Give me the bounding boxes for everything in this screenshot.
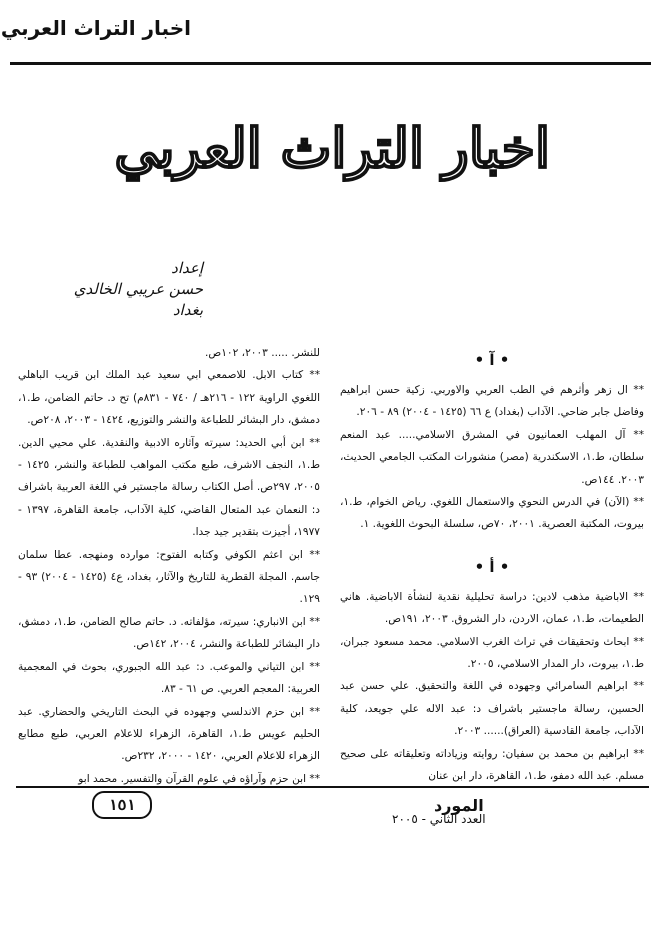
header-rule (10, 62, 651, 65)
bibliography-entry: ** آل المهلب العمانيون في المشرق الاسلامي..... عبد المنعم سلطان، ط.١، الاسكندرية (مصر) منشورات المكتب الجامعي الحديث، ٢٠٠٣. ١٤٤ص. (340, 428, 644, 486)
footer-rule (16, 786, 649, 788)
left-column (18, 342, 320, 790)
bibliography-entry: ** ابن حزم وآراؤه في علوم القرآن والتفسير. محمد ابو (78, 772, 320, 785)
bibliography-entry: ** ابراهيم السامرائي وجهوده في اللغة والتحقيق. علي حسن عبد الحسين، رسالة ماجستير باشراف د: عبد الاله علي جويعد، كلية الآداب، جامعة القادسية (العراق)...... ٢٠٠٣. (340, 680, 644, 738)
bibliography-entry: ** ابن اعثم الكوفي وكتابه الفتوح: موارده ومنهجه. عطا سلمان جاسم. المجلة القطرية للتاريخ والآثار، بغداد، ع٤ (١٤٢٥ - ٢٠٠٤) ٩٣ - ١٢٩. (18, 548, 320, 606)
bibliography-entry: للنشر. ..... ٢٠٠٣، ١٠٢ص. (205, 347, 320, 359)
bibliography-entry: ** ابحاث وتحقيقات في تراث الغرب الاسلامي. محمد مسعود جبران، ط.١، بيروت، دار المدار الاسلامي، ٢٠٠٥. (340, 635, 644, 671)
author-name: حسن عريبي الخالدي (73, 280, 203, 298)
right-column (340, 343, 644, 788)
page-number: ١٥١ (92, 791, 152, 819)
bibliography-entry: ** ابن حزم الاندلسي وجهوده في البحث التاريخي والحضاري. عبد الحليم عويس ط.١، القاهرة، الزهراء للاعلام العربي، طبع مطابع الزهراء للاعلام العربي، ١٤٢٠ - ٢٠٠٠، ٢٣٢ص. (18, 705, 320, 763)
byline (74, 258, 203, 321)
page-title: اخبار التراث العربي (114, 116, 550, 180)
bibliography-entry: ** (الآن) في الدرس النحوي والاستعمال اللغوي. رياض الخوام، ط.١، بيروت، المكتبة العصرية. ٢٠٠١، ٧٠ص، سلسلة البحوث اللغوية. ١. (340, 496, 644, 531)
bibliography-entry: ** ابن التياني والموعب. د: عبد الله الجبوري، بحوث في المعجمية العربية: المعجم العربي. ص ٦١ - ٨٣. (18, 660, 320, 696)
journal-name: المورد (434, 796, 484, 815)
bibliography-entry: ** ابن أبي الحديد: سيرته وآثاره الادبية والنقدية. علي محيي الدين. ط.١، النجف الاشرف، طبع مكتب المواهب للطباعة والنشر، ١٤٢٥ - ٢٠٠٥، ٢٩٧ص. أصل الكتاب رسالة ماجستير في اللغة العربية باشراف د: النعمان عبد المتعال القاضي، كلية الآداب، جامعة القاهرة، ١٣٩٧ - ١٩٧٧، أجيزت بتقدير جيد جدا. (18, 436, 320, 539)
bibliography-entry: ** كتاب الابل. للاصمعي ابي سعيد عبد الملك ابن قريب الباهلي اللغوي الراوية ١٢٢ - ٢١٦هـ / ٧٤٠ - ٨٣١م) تح د. حاتم الضامن، ط.١، دمشق، دار البشائر للطباعة والنشر والتوزيع، ١٤٢٤ - ٢٠٠٣، ٢٠٨ص. (18, 369, 321, 427)
section-heading-alif-hamza: • أ • (474, 557, 510, 576)
bibliography-entry: ** ال زهر وأثرهم في الطب العربي والاوربي. زكية حسن ابراهيم وفاضل جابر ضاحي. الآداب (بغداد) ع ٦٦ (١٤٢٥ - ٢٠٠٤) ٨٩ - ٢٠٦. (340, 384, 644, 419)
bibliography-entry: ** ابراهيم بن محمد بن سفيان: روايته وزياداته وتعليقاته على صحيح مسلم. عبد الله دمفو، ط.١، القاهرة، دار ابن عنان (340, 747, 644, 783)
running-header: اخبار التراث العربي (0, 16, 191, 40)
bibliography-entry: ** الاباضية مذهب لادين: دراسة تحليلية نقدية لنشأة الاباضية. هاني الطعيمات، ط.١، عمان، الاردن، دار الشروق. ٢٠٠٣، ١٩١ص. (340, 590, 644, 626)
prepared-by-label: إعداد (171, 259, 203, 277)
author-city: بغداد (172, 301, 203, 319)
section-heading-alif-madda: • آ • (474, 351, 510, 369)
bibliography-entry: ** ابن الانباري: سيرته، مؤلفاته. د. حاتم صالح الضامن، ط.١، دمشق، دار البشائر للطباعة والنشر، ٢٠٠٤، ١٤٢ص. (18, 615, 320, 651)
journal-issue: العدد الثاني - ٢٠٠٥ (392, 812, 486, 826)
